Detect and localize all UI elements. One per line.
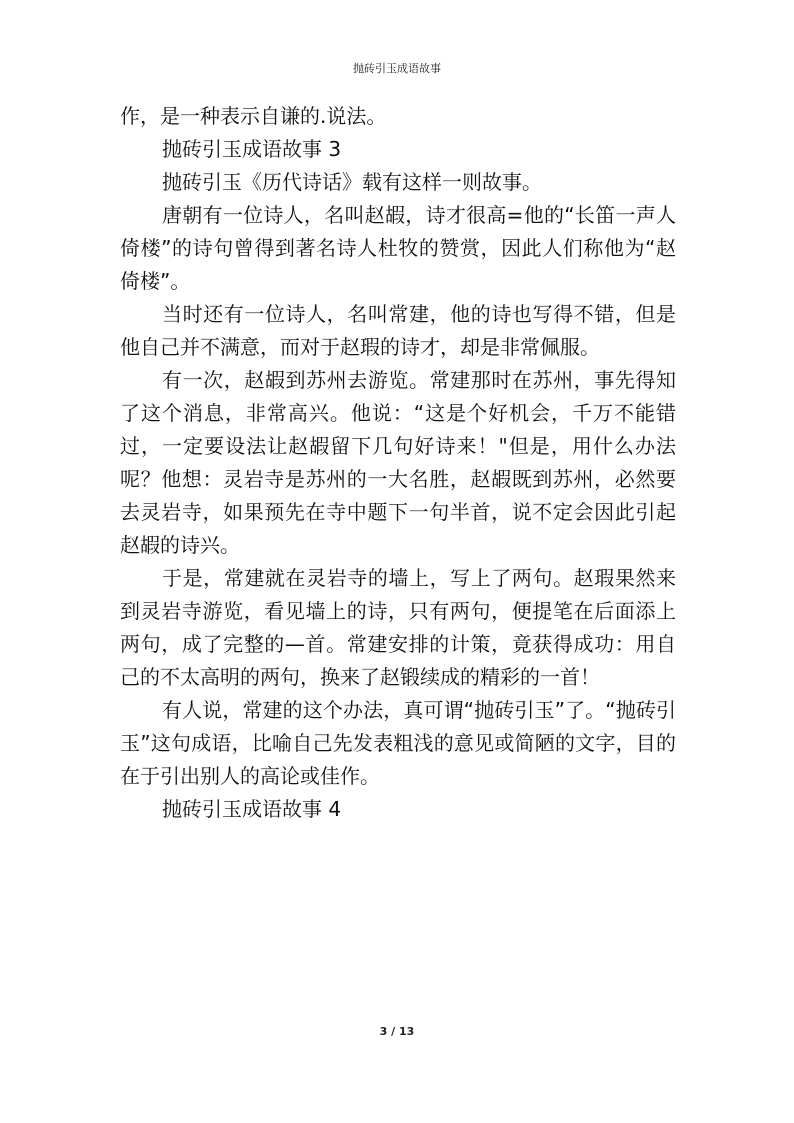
paragraph-continuation: 作，是一种表示自谦的.说法。	[120, 104, 387, 128]
paragraph-suzhou-visit: 有一次，赵嘏到苏州去游览。常建那时在苏州，事先得知了这个消息，非常高兴。他说：“这是个好机会，千万不能错过，一定要设法让赵嘏留下几句好诗来！"但是，用什么办法呢？他想：灵岩寺是苏州的一大名胜，赵嘏既到苏州，必然要去灵岩寺，如果预先在寺中题下一句半首，说不定会因此引起赵嘏的诗兴。	[120, 368, 676, 557]
paragraph-lingyan-temple: 于是，常建就在灵岩寺的墙上，写上了两句。赵瑕果然来到灵岩寺游览，看见墙上的诗，只有两句，便提笔在后面添上两句，成了完整的—首。常建安排的计策，竟获得成功：用自己的不太高明的两句，换来了赵锻续成的精彩的一首！	[120, 566, 676, 689]
page-header: 抛砖引玉成语故事	[353, 62, 441, 75]
document-body	[120, 100, 676, 826]
paragraph-zhao-gu: 唐朝有一位诗人，名叫赵嘏，诗才很高=他的“长笛一声人倚楼”的诗句曾得到著名诗人杜牧的赞赏，因此人们称他为“赵倚楼”。	[120, 203, 676, 293]
page-number: 3 / 13	[379, 1025, 415, 1038]
section-heading-story-3: 抛砖引玉成语故事 3	[162, 137, 342, 161]
paragraph-idiom-meaning: 有人说，常建的这个办法，真可谓“抛砖引玉”了。“抛砖引玉”这句成语，比喻自己先发表粗浅的意见或简陋的文字，目的在于引出别人的高论或佳作。	[120, 698, 676, 788]
paragraph-intro: 抛砖引玉《历代诗话》载有这样一则故事。	[162, 170, 542, 194]
section-heading-story-4: 抛砖引玉成语故事 4	[162, 797, 342, 821]
paragraph-chang-jian: 当时还有一位诗人，名叫常建，他的诗也写得不错，但是他自己并不满意，而对于赵瑕的诗才，却是非常佩服。	[120, 302, 676, 359]
